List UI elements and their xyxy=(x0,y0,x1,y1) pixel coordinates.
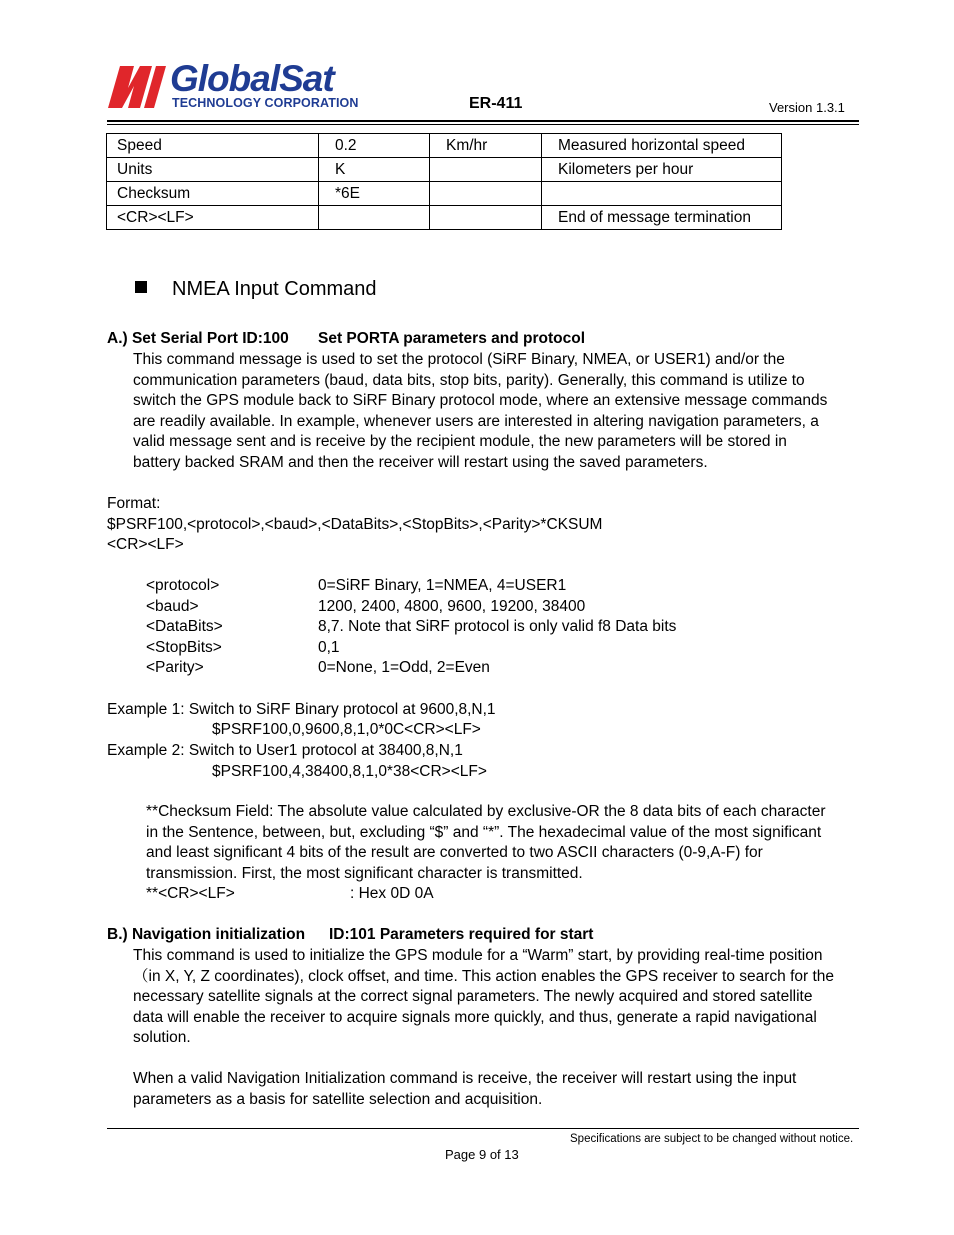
example-command: $PSRF100,4,38400,8,1,0*38<CR><LF> xyxy=(212,762,487,780)
logo-wordmark: GlobalSat xyxy=(170,58,334,99)
table-cell: 0.2 xyxy=(319,134,430,158)
table-cell xyxy=(430,206,542,230)
param-name: <Parity> xyxy=(146,659,204,677)
paragraph-line: data will enable the receiver to acquire signals more quickly, and thus, generate a rapid navigational xyxy=(133,1008,817,1026)
param-name: <baud> xyxy=(146,597,199,615)
param-name: <DataBits> xyxy=(146,618,223,636)
footer-rule xyxy=(107,1128,859,1129)
example-description: Example 1: Switch to SiRF Binary protocol at 9600,8,N,1 xyxy=(107,701,496,718)
table-cell: <CR><LF> xyxy=(107,206,319,230)
checksum-note-line: transmission. First, the most significant character is transmitted. xyxy=(146,864,583,882)
checksum-note-line: and least significant 4 bits of the result are converted to two ASCII characters (0-9,A-F) for xyxy=(146,844,763,862)
param-value: 0=None, 1=Odd, 2=Even xyxy=(318,659,490,677)
checksum-note-line: in the Sentence, between, but, excluding “$” and “*”. The hexadecimal value of the most significant xyxy=(146,823,822,841)
paragraph-line: switch the GPS module back to SiRF Binary protocol mode, where an extensive message commands xyxy=(133,392,828,410)
format-line: <CR><LF> xyxy=(107,536,184,554)
param-value: 8,7. Note that SiRF protocol is only valid f8 Data bits xyxy=(318,618,677,636)
table-cell: K xyxy=(319,158,430,182)
crlf-label: **<CR><LF> xyxy=(146,885,235,903)
table-cell: Units xyxy=(107,158,319,182)
example-command: $PSRF100,0,9600,8,1,0*0C<CR><LF> xyxy=(212,721,481,738)
crlf-value: : Hex 0D 0A xyxy=(350,885,434,903)
table-cell: Speed xyxy=(107,134,319,158)
paragraph-line: solution. xyxy=(133,1029,191,1047)
command-b-heading-id: B.) Navigation initialization xyxy=(107,926,306,943)
header-rule xyxy=(107,120,859,122)
table-cell xyxy=(542,182,782,206)
table-cell: *6E xyxy=(319,182,430,206)
table-cell: End of message termination xyxy=(542,206,782,230)
table-row xyxy=(107,158,782,182)
paragraph-line: communication parameters (baud, data bits, stop bits, parity). Generally, this command is utilize to xyxy=(133,371,805,389)
paragraph-line: When a valid Navigation Initialization command is receive, the receiver will restart using the input xyxy=(133,1070,797,1087)
param-value: 1200, 2400, 4800, 9600, 19200, 38400 xyxy=(318,597,586,615)
command-b-heading-desc: ID:101 Parameters required for start xyxy=(329,926,594,943)
field-table xyxy=(106,133,782,230)
table-cell xyxy=(430,158,542,182)
logo-corporation: TECHNOLOGY CORPORATION xyxy=(172,96,359,110)
paragraph-line: This command is used to initialize the GPS module for a “Warm” start, by providing real-time position xyxy=(133,947,823,964)
table-cell: Kilometers per hour xyxy=(542,158,782,182)
param-name: <StopBits> xyxy=(146,638,222,656)
globalsat-logo-icon xyxy=(106,62,168,110)
command-a-heading-id: A.) Set Serial Port ID:100 xyxy=(107,330,289,347)
header-rule-thin xyxy=(107,124,859,125)
paragraph-line: parameters as a basis for satellite selection and acquisition. xyxy=(133,1090,543,1108)
checksum-note-line: **Checksum Field: The absolute value calculated by exclusive-OR the 8 data bits of each character xyxy=(146,803,826,820)
table-cell: Measured horizontal speed xyxy=(542,134,782,158)
param-value: 0,1 xyxy=(318,638,340,656)
table-cell: Checksum xyxy=(107,182,319,206)
footer-note: Specifications are subject to be changed without notice. xyxy=(570,1133,854,1145)
paragraph-line: are readily available. In example, whenever users are interested in altering navigation parameters, a xyxy=(133,412,819,430)
page-number: Page 9 of 13 xyxy=(445,1147,519,1162)
document-id: ER-411 xyxy=(469,95,523,112)
section-title: NMEA Input Command xyxy=(172,278,377,300)
format-label: Format: xyxy=(107,495,161,512)
square-bullet-icon xyxy=(135,281,147,293)
paragraph-line: This command message is used to set the protocol (SiRF Binary, NMEA, or USER1) and/or the xyxy=(133,351,785,368)
paragraph-line: valid message sent and is receive by the recipient module, the new parameters will be stored in xyxy=(133,433,787,451)
format-line: $PSRF100,<protocol>,<baud>,<DataBits>,<StopBits>,<Parity>*CKSUM xyxy=(107,515,603,533)
table-row xyxy=(107,206,782,230)
command-a-heading-desc: Set PORTA parameters and protocol xyxy=(318,330,585,347)
globalsat-logo xyxy=(106,58,359,112)
table-cell xyxy=(430,182,542,206)
paragraph-line: battery backed SRAM and then the receiver will restart using the saved parameters. xyxy=(133,454,708,471)
table-cell xyxy=(319,206,430,230)
param-name: <protocol> xyxy=(146,577,220,594)
paragraph-line: （in X, Y, Z coordinates), clock offset, and time. This action enables the GPS receiver to search for the xyxy=(133,967,835,985)
example-description: Example 2: Switch to User1 protocol at 38400,8,N,1 xyxy=(107,742,463,759)
paragraph-line: necessary satellite signals at the correct signal parameters. The newly acquired and stored satellite xyxy=(133,988,813,1006)
table-cell: Km/hr xyxy=(430,134,542,158)
param-value: 0=SiRF Binary, 1=NMEA, 4=USER1 xyxy=(318,577,567,594)
table-row xyxy=(107,182,782,206)
document-version: Version 1.3.1 xyxy=(769,100,845,115)
table-row xyxy=(107,134,782,158)
